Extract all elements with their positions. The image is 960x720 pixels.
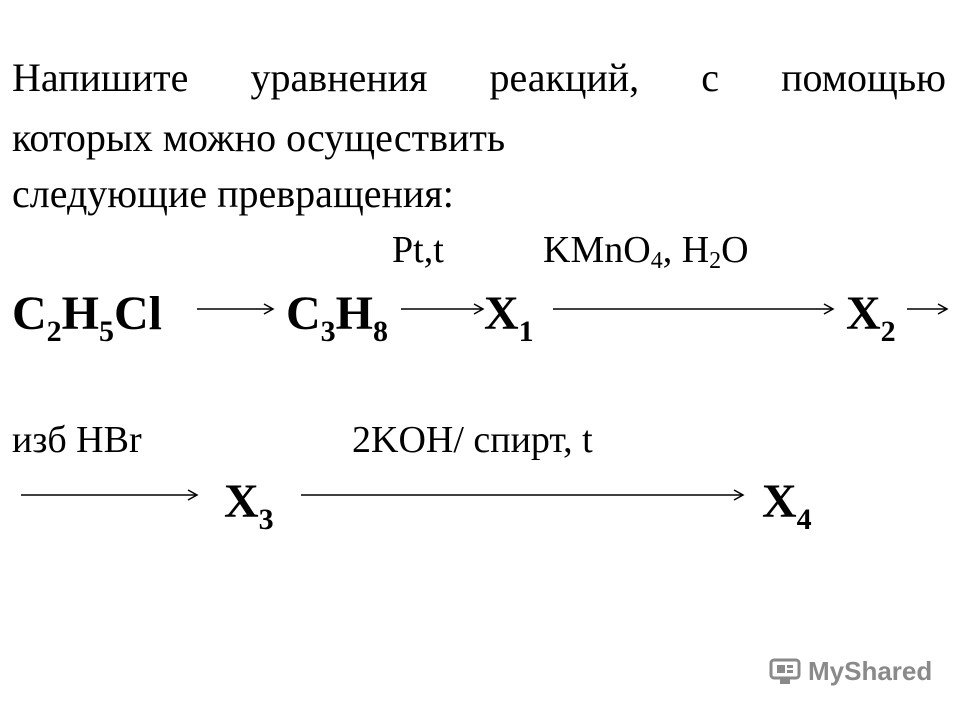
myshared-watermark xyxy=(768,656,932,687)
watermark-text: MyShared xyxy=(808,656,933,686)
condition-text: , H xyxy=(662,229,710,271)
prompt-word: уравнения xyxy=(250,55,428,100)
formula-x4 xyxy=(762,474,812,536)
reaction-arrow-2 xyxy=(400,302,486,316)
prompt-line-2: которых можно осуществить xyxy=(12,115,506,160)
condition-pt-t: Pt,t xyxy=(392,229,444,271)
subscript: 8 xyxy=(373,315,389,348)
subscript: 2 xyxy=(880,315,896,348)
subscript: 4 xyxy=(796,503,812,536)
atom: H xyxy=(61,287,100,340)
symbol: X xyxy=(224,475,259,528)
formula-x1 xyxy=(484,286,534,348)
symbol: X xyxy=(762,475,797,528)
myshared-logo-icon xyxy=(768,657,802,687)
atom: C xyxy=(286,287,321,340)
prompt-line-3: следующие превращения: xyxy=(12,171,454,216)
atom: Cl xyxy=(114,287,163,340)
prompt-word: помощью xyxy=(781,55,946,100)
atom: C xyxy=(12,287,47,340)
reaction-arrow-1 xyxy=(196,302,276,316)
prompt-word: Напишите xyxy=(12,55,189,100)
prompt-word: с xyxy=(701,55,719,100)
subscript: 2 xyxy=(46,315,62,348)
subscript: 5 xyxy=(99,315,115,348)
subscript: 3 xyxy=(258,503,274,536)
condition-koh-alcohol: 2KOH/ спирт, t xyxy=(352,419,593,461)
prompt-line-1 xyxy=(12,48,946,108)
condition-text: KMnO xyxy=(543,229,651,271)
reaction-arrow-6 xyxy=(300,488,746,502)
subscript: 4 xyxy=(650,248,663,274)
formula-c3h8 xyxy=(286,286,389,348)
reaction-arrow-5 xyxy=(20,488,200,502)
atom: H xyxy=(335,287,374,340)
reaction-arrow-4 xyxy=(906,302,950,316)
formula-x2 xyxy=(846,286,896,348)
reaction-arrow-3 xyxy=(552,302,836,316)
symbol: X xyxy=(484,287,519,340)
subscript: 3 xyxy=(320,315,336,348)
formula-x3 xyxy=(224,474,274,536)
subscript: 1 xyxy=(518,315,534,348)
formula-c2h5cl xyxy=(12,286,163,348)
condition-excess-hbr: изб HBr xyxy=(12,419,142,461)
condition-text: O xyxy=(721,229,749,271)
prompt-word: реакций, xyxy=(489,55,640,100)
symbol: X xyxy=(846,287,881,340)
condition-kmno4-h2o xyxy=(543,228,749,272)
subscript: 2 xyxy=(709,248,722,274)
